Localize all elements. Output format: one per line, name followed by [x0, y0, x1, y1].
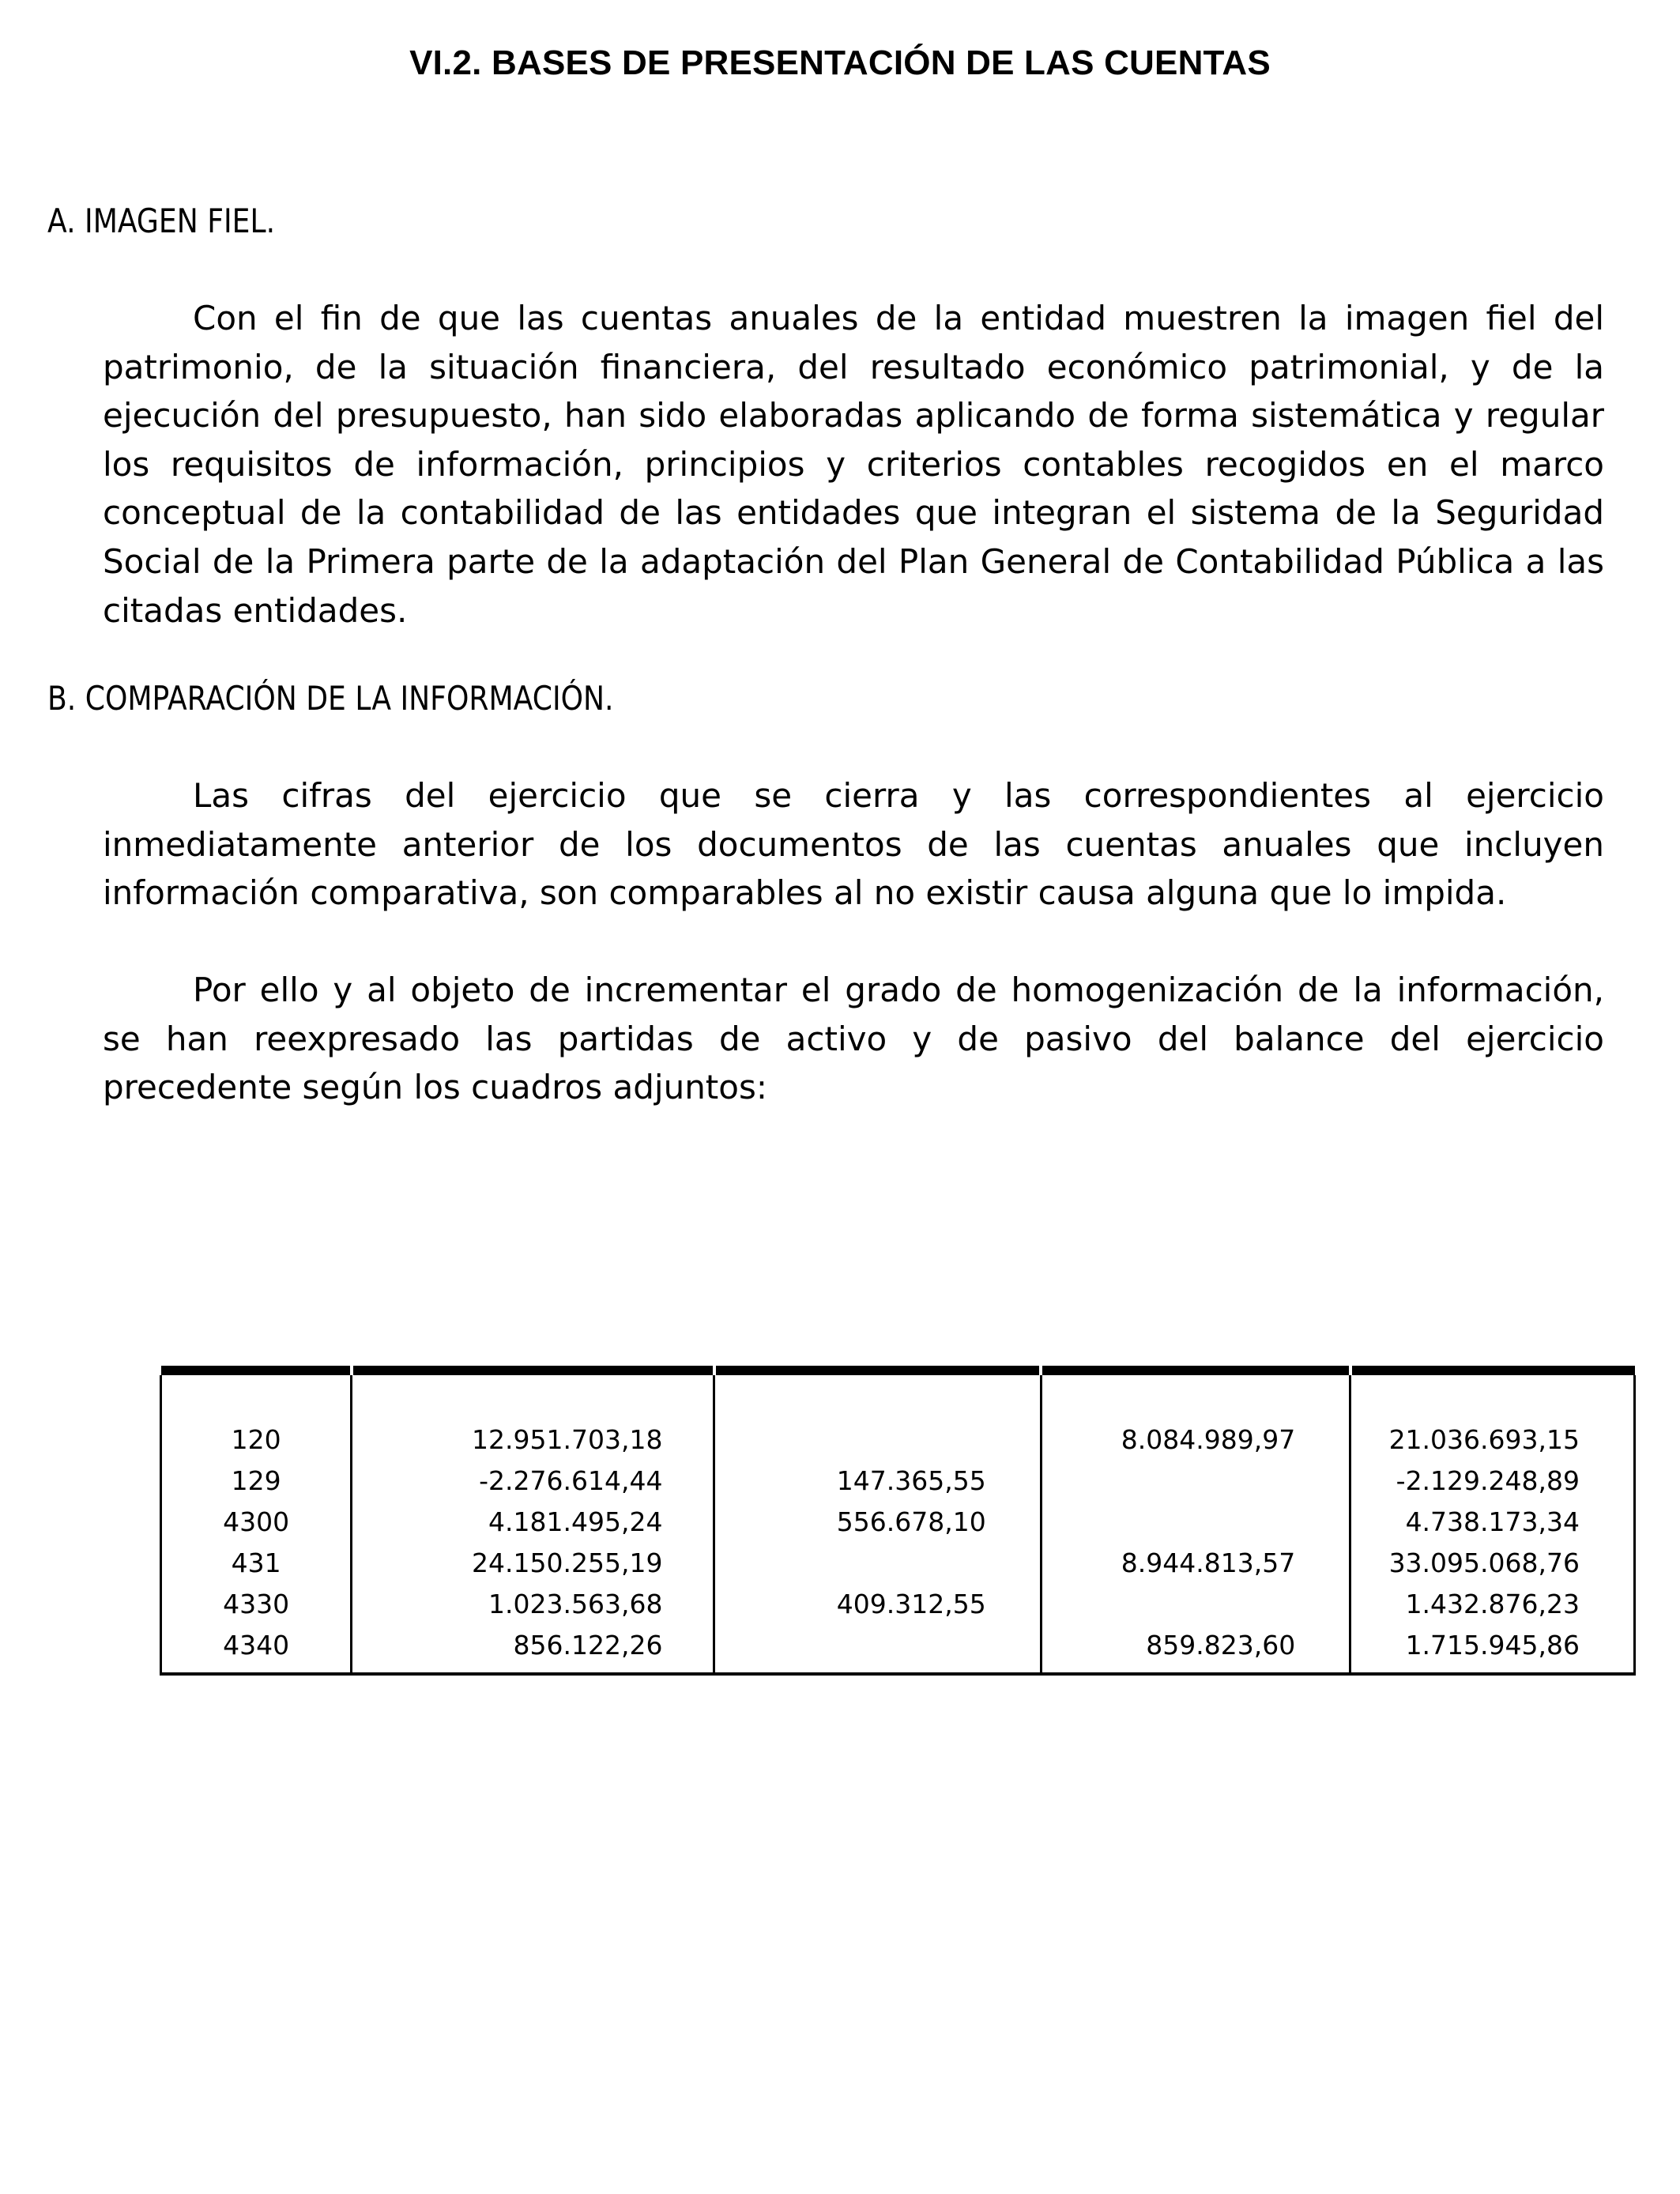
- table-cell: 24.150.255,19: [472, 1547, 663, 1578]
- table-cell: 409.312,55: [836, 1589, 986, 1619]
- page-title: VI.2. BASES DE PRESENTACIÓN DE LAS CUENTAS: [409, 43, 1271, 82]
- table-cell: 4330: [223, 1589, 290, 1619]
- table-header-bar-segment: [161, 1366, 352, 1375]
- table-cell: [715, 1543, 1039, 1584]
- table-cell: 1.023.563,68: [488, 1589, 663, 1619]
- table-cell: 431: [231, 1547, 281, 1578]
- section-b-paragraph-1: Las cifras del ejercicio que se cierra y las correspondientes al ejercicio inmediatamente anterior de los documentos de las cuentas anuales que incluyen información comparativa, son comparables al no existir causa alguna que lo impida.: [103, 776, 1604, 913]
- table-header-bar-segment: [352, 1366, 714, 1375]
- section-b-paragraph-2: Por ello y al objeto de incrementar el grado de homogenización de la información, se han reexpresado las partidas de activo y de pasivo del balance del ejercicio precedente según los cuadros adjuntos:: [103, 971, 1604, 1107]
- table-header-bar-segment: [714, 1366, 1041, 1375]
- amount-column-2: [714, 1375, 1041, 1674]
- restatement-table: [160, 1366, 1636, 1676]
- table-cell: 4340: [223, 1630, 290, 1661]
- table-cell: [1042, 1461, 1350, 1502]
- table-header-bar-segment: [1041, 1366, 1350, 1375]
- account-code-column: [161, 1375, 352, 1674]
- section-b-heading: B. COMPARACIÓN DE LA INFORMACIÓN.: [47, 679, 614, 718]
- table-cell: 129: [231, 1465, 281, 1496]
- amount-column-1: [352, 1375, 714, 1674]
- table-cell: 556.678,10: [836, 1506, 986, 1537]
- table-cell: 8.944.813,57: [1121, 1547, 1296, 1578]
- table-cell: [1042, 1502, 1350, 1543]
- table-cell: 1.715.945,86: [1405, 1630, 1580, 1661]
- table-cell: 147.365,55: [836, 1465, 986, 1496]
- table-header-bar-segment: [1350, 1366, 1635, 1375]
- table-cell: [715, 1419, 1039, 1461]
- table-cell: 120: [231, 1424, 281, 1455]
- table-cell: 4.738.173,34: [1405, 1506, 1580, 1537]
- table-cell: 856.122,26: [513, 1630, 663, 1661]
- amount-column-4: [1350, 1375, 1635, 1674]
- section-a-heading: A. IMAGEN FIEL.: [47, 202, 276, 240]
- table-cell: 21.036.693,15: [1388, 1424, 1580, 1455]
- table-cell: 1.432.876,23: [1405, 1589, 1580, 1619]
- table-cell: [1042, 1584, 1350, 1625]
- table-cell: -2.129.248,89: [1396, 1465, 1580, 1496]
- table-cell: 12.951.703,18: [472, 1424, 663, 1455]
- table-cell: 4300: [223, 1506, 290, 1537]
- table-cell: 4.181.495,24: [488, 1506, 663, 1537]
- table-cell: -2.276.614,44: [479, 1465, 663, 1496]
- table-header-bar: [161, 1366, 1635, 1375]
- table-cell: [715, 1625, 1039, 1666]
- table-cell: 8.084.989,97: [1121, 1424, 1296, 1455]
- table-cell: 859.823,60: [1146, 1630, 1296, 1661]
- table-cell: 33.095.068,76: [1388, 1547, 1580, 1578]
- amount-column-3: [1041, 1375, 1350, 1674]
- section-a-paragraph: Con el fin de que las cuentas anuales de la entidad muestren la imagen fiel del patrimonio, de la situación financiera, del resultado económico patrimonial, y de la ejecución del presupuesto, han sido elaboradas aplicando de forma sistemática y regular los requisitos de información, principios y criterios contables recogidos en el marco conceptual de la contabilidad de las entidades que integran el sistema de la Seguridad Social de la Primera parte de la adaptación del Plan General de Contabilidad Pública a las citadas entidades.: [103, 299, 1604, 630]
- table-body-row: [161, 1375, 1635, 1674]
